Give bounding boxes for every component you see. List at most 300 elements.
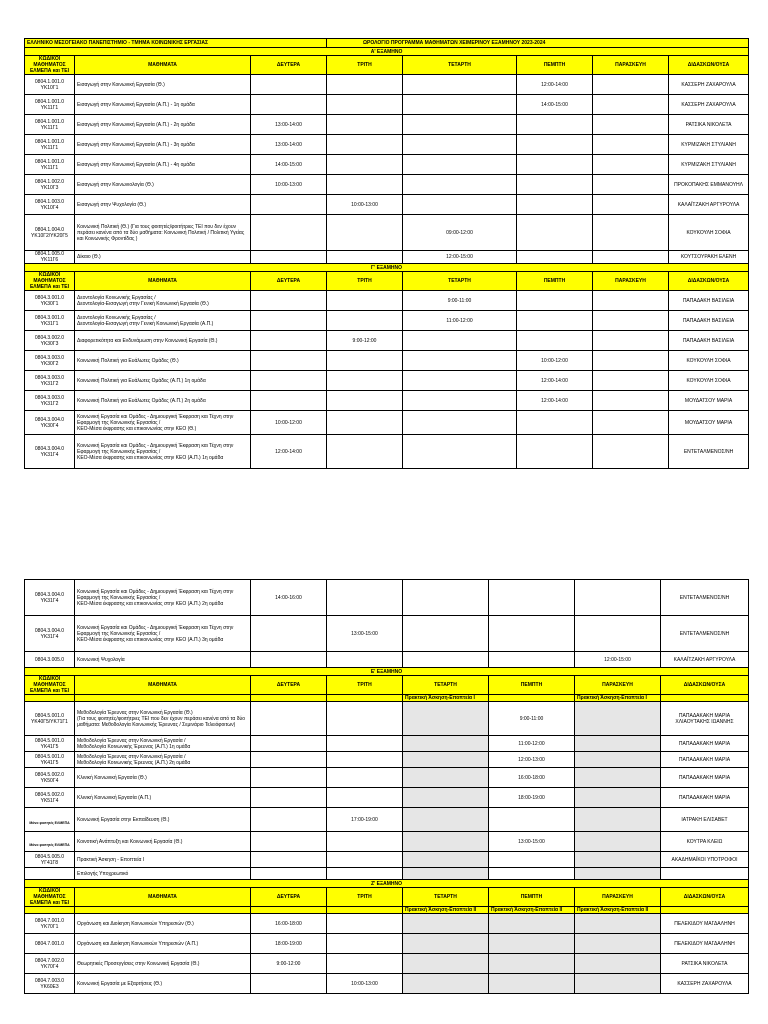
time-fri	[575, 868, 661, 880]
time-tue	[327, 788, 403, 808]
time-thu: 10:00-12:00	[517, 351, 593, 371]
table-row	[25, 291, 749, 311]
practice-empty	[327, 907, 403, 914]
header-thu: ΠΕΜΠΤΗ	[517, 272, 593, 291]
course-name: Επιλογής Υποχρεωτικό	[75, 868, 251, 880]
time-wed	[403, 371, 517, 391]
teacher-name: ΠΑΠΑΔΑΚΑΚΗ ΜΑΡΙΑ	[661, 752, 749, 768]
time-tue	[327, 914, 403, 934]
time-mon	[251, 391, 327, 411]
time-tue: 17:00-19:00	[327, 808, 403, 832]
time-mon	[251, 95, 327, 115]
time-thu	[489, 934, 575, 954]
time-thu	[517, 135, 593, 155]
university-name: ΕΛΛΗΝΙΚΟ ΜΕΣΟΓΕΙΑΚΟ ΠΑΝΕΠΙΣΤΗΜΙΟ - ΤΜΗΜΑ ΚΟΙΝΩΝΙΚΗΣ ΕΡΓΑΣΙΑΣ	[25, 39, 327, 48]
header-teacher: ΔΙΔΑΣΚΩΝ/ΟΥΣΑ	[661, 888, 749, 907]
time-tue: 13:00-15:00	[327, 616, 403, 652]
time-tue	[327, 411, 403, 435]
table-row	[25, 788, 749, 808]
column-header-row	[25, 56, 749, 75]
header-thu: ΠΕΜΠΤΗ	[517, 56, 593, 75]
time-tue: 10:00-13:00	[327, 974, 403, 994]
table-row	[25, 195, 749, 215]
time-mon	[251, 788, 327, 808]
teacher-name: ΠΕΛΕΚΙΔΟΥ ΜΑΓΔΑΛΗΝΗ	[661, 934, 749, 954]
course-code: 0804.1.004.0 ΥΚ10Γ2/ΥΚ20Γ5	[25, 215, 75, 251]
time-wed: 09:00-12:00	[403, 215, 517, 251]
practice-wed: Πρακτική Άσκηση-Εποπτεία ΙΙ	[403, 907, 489, 914]
header-course: ΜΑΘΗΜΑΤΑ	[75, 676, 251, 695]
time-wed	[403, 752, 489, 768]
course-code: 0804.5.005.0 ΥΓ41Γ8	[25, 852, 75, 868]
table-row	[25, 175, 749, 195]
time-mon	[251, 832, 327, 852]
time-thu	[517, 291, 593, 311]
practice-empty	[25, 695, 75, 702]
time-mon	[251, 868, 327, 880]
time-thu	[517, 215, 593, 251]
time-wed	[403, 411, 517, 435]
course-name: Θεωρητικές Προσεγγίσεις στην Κοινωνική Εργασία (Θ.)	[75, 954, 251, 974]
semester-row	[25, 48, 749, 56]
time-fri	[593, 135, 669, 155]
time-fri	[575, 832, 661, 852]
time-mon	[251, 652, 327, 668]
time-thu: 12:00-14:00	[517, 371, 593, 391]
course-name: Μεθοδολογία Έρευνας στην Κοινωνική Εργασία / Μεθοδολογία Κοινωνικής Έρευνας (Α.Π.) 2η ομάδα	[75, 752, 251, 768]
course-name: Οργάνωση και Διοίκηση Κοινωνικών Υπηρεσιών (Θ.)	[75, 914, 251, 934]
time-tue	[327, 435, 403, 469]
course-code: 0804.1.001.0 ΥΚ11Γ1	[25, 155, 75, 175]
time-thu: 11:00-12:00	[489, 736, 575, 752]
course-name: Πρακτική Άσκηση - Εποπτεία Ι	[75, 852, 251, 868]
time-wed	[403, 135, 517, 155]
time-wed	[403, 934, 489, 954]
time-fri	[575, 736, 661, 752]
course-code: 0804.3.003.0 ΥΚ31Γ2	[25, 391, 75, 411]
course-name: Εισαγωγή στην Κοινωνική Εργασία (Α.Π.) - 3η ομάδα	[75, 135, 251, 155]
time-wed	[403, 580, 489, 616]
header-fri: ΠΑΡΑΣΚΕΥΗ	[593, 56, 669, 75]
time-mon	[251, 702, 327, 736]
header-fri: ΠΑΡΑΣΚΕΥΗ	[593, 272, 669, 291]
table-row	[25, 215, 749, 251]
course-name: Δεοντολογία Κοινωνικής Εργασίας / Δεοντολογία-Εισαγωγή στην Γενική Κοινωνική Εργασία (Α.Π.)	[75, 311, 251, 331]
table-row	[25, 411, 749, 435]
teacher-name: ΚΑΣΣΕΡΗ ΖΑΧΑΡΟΥΛΑ	[669, 95, 749, 115]
time-fri	[593, 215, 669, 251]
time-mon	[251, 736, 327, 752]
practice-empty	[327, 695, 403, 702]
header-mon: ΔΕΥΤΕΡΑ	[251, 272, 327, 291]
time-wed	[403, 768, 489, 788]
time-fri	[575, 788, 661, 808]
teacher-name: ΚΟΥΚΟΥΛΗ ΣΟΦΙΑ	[669, 351, 749, 371]
time-tue	[327, 215, 403, 251]
time-mon	[251, 331, 327, 351]
header-code: ΚΩΔΙΚΟΙ ΜΑΘΗΜΑΤΟΣ ΕΛΜΕΠΑ και ΤΕΙ	[25, 676, 75, 695]
time-mon	[251, 752, 327, 768]
time-tue	[327, 934, 403, 954]
time-thu	[517, 115, 593, 135]
course-code: 0804.3.004.0 ΥΚ30Γ4	[25, 411, 75, 435]
time-tue	[327, 175, 403, 195]
table-row	[25, 155, 749, 175]
time-tue	[327, 291, 403, 311]
elmepa-only-note: Μόνο φοιτητές ΕΛΜΕΠΑ	[29, 820, 70, 825]
time-fri: 12:00-15:00	[575, 652, 661, 668]
header-mon: ΔΕΥΤΕΡΑ	[251, 888, 327, 907]
table-row	[25, 75, 749, 95]
table-row	[25, 251, 749, 264]
teacher-name: ΑΚΑΔΗΜΑΪΚΟΙ ΥΠΟΤΡΟΦΟΙ	[661, 852, 749, 868]
time-mon	[251, 75, 327, 95]
time-mon: 16:00-18:00	[251, 914, 327, 934]
table-row	[25, 954, 749, 974]
header-tue: ΤΡΙΤΗ	[327, 888, 403, 907]
course-code: 0804.3.002.0 ΥΚ30Γ3	[25, 331, 75, 351]
time-wed	[403, 808, 489, 832]
time-fri	[593, 411, 669, 435]
time-mon	[251, 616, 327, 652]
course-name: Κοινωνική Εργασία και Ομάδες - Δημιουργική Έκφραση και Τέχνη στην Εφαρμογή της Κοινωνικής Εργασίας / ΚΕΟ-Μέσα έκφρασης και επικοινωνίας στην ΚΕΟ (Α.Π.) 2η ομάδα	[75, 580, 251, 616]
time-mon	[251, 195, 327, 215]
course-code: 0804.3.003.0 ΥΚ31Γ2	[25, 371, 75, 391]
time-wed	[403, 331, 517, 351]
time-thu: 13:00-15:00	[489, 832, 575, 852]
time-wed	[403, 75, 517, 95]
course-name: Κοινωνική Πολιτική για Ευάλωτες Ομάδες (Α.Π.) 2η ομάδα	[75, 391, 251, 411]
time-tue	[327, 768, 403, 788]
teacher-name: ΕΝΤΕΤΑΛΜΕΝΟΣ/ΝΗ	[669, 435, 749, 469]
teacher-name	[661, 868, 749, 880]
time-wed	[403, 155, 517, 175]
table-row	[25, 652, 749, 668]
teacher-name: ΚΥΡΜΙΖΑΚΗ ΣΤΥΛΙΑΝΗ	[669, 155, 749, 175]
practice-empty	[251, 907, 327, 914]
time-fri	[575, 934, 661, 954]
time-wed: 9:00-11:00	[403, 291, 517, 311]
course-name: Εισαγωγή στην Κοινωνιολογία (Θ.)	[75, 175, 251, 195]
column-header-row	[25, 272, 749, 291]
course-code: 0804.1.005.0 ΥΚ11Γ6	[25, 251, 75, 264]
time-thu	[489, 808, 575, 832]
time-wed: 11:00-12:00	[403, 311, 517, 331]
time-thu: 18:00-19:00	[489, 788, 575, 808]
time-wed	[403, 974, 489, 994]
course-name: Μεθοδολογία Έρευνας στην Κοινωνική Εργασία / Μεθοδολογία Κοινωνικής Έρευνας (Α.Π.) 1η ομάδα	[75, 736, 251, 752]
time-mon: 10:00-12:00	[251, 411, 327, 435]
time-mon	[251, 251, 327, 264]
teacher-name: ΠΑΠΑΔΑΚΗ ΒΑΣΙΛΕΙΑ	[669, 291, 749, 311]
course-name: Κοινωνική Εργασία και Ομάδες - Δημιουργική Έκφραση και Τέχνη στην Εφαρμογή της Κοινωνικής Εργασίας / ΚΕΟ-Μέσα έκφρασης και επικοινωνίας στην ΚΕΟ (Α.Π.) 3η ομάδα	[75, 616, 251, 652]
time-tue	[327, 736, 403, 752]
time-thu: 12:00-13:00	[489, 752, 575, 768]
practice-fri: Πρακτική Άσκηση-Εποπτεία Ι	[575, 695, 661, 702]
teacher-name: ΚΟΥΤΡΑ ΚΛΕΙΩ	[661, 832, 749, 852]
time-wed	[403, 868, 489, 880]
time-wed	[403, 435, 517, 469]
time-fri	[575, 808, 661, 832]
course-code: 0804.1.003.0 ΥΚ10Γ4	[25, 195, 75, 215]
time-fri	[575, 852, 661, 868]
time-thu	[489, 914, 575, 934]
time-wed: 12:00-15:00	[403, 251, 517, 264]
semester-title: Α' ΕΞΑΜΗΝΟ	[25, 48, 749, 56]
time-mon	[251, 852, 327, 868]
time-mon	[251, 974, 327, 994]
table-row	[25, 351, 749, 371]
table-row	[25, 95, 749, 115]
course-code: 0804.7.003.0 ΥΚ60Ε3	[25, 974, 75, 994]
time-tue	[327, 652, 403, 668]
time-tue	[327, 832, 403, 852]
time-tue: 10:00-13:00	[327, 195, 403, 215]
teacher-name: ΡΑΤΣΙΚΑ ΝΙΚΟΛΕΤΑ	[669, 115, 749, 135]
time-tue	[327, 135, 403, 155]
time-wed	[403, 914, 489, 934]
practice-empty	[75, 695, 251, 702]
course-code: 0804.3.001.0 ΥΚ31Γ1	[25, 311, 75, 331]
time-fri	[593, 331, 669, 351]
header-teacher: ΔΙΔΑΣΚΩΝ/ΟΥΣΑ	[669, 272, 749, 291]
time-thu	[489, 852, 575, 868]
time-wed	[403, 391, 517, 411]
practice-empty	[25, 907, 75, 914]
header-tue: ΤΡΙΤΗ	[327, 272, 403, 291]
semester-row	[25, 880, 749, 888]
time-fri	[593, 75, 669, 95]
time-fri	[593, 115, 669, 135]
time-thu	[489, 580, 575, 616]
course-code	[25, 808, 75, 832]
time-fri	[575, 954, 661, 974]
time-tue	[327, 852, 403, 868]
schedule-title: ΩΡΟΛΟΓΙΟ ΠΡΟΓΡΑΜΜΑ ΜΑΘΗΜΑΤΩΝ ΧΕΙΜΕΡΙΝΟΥ ΕΞΑΜΗΝΟΥ 2023-2024	[327, 39, 749, 48]
teacher-name: ΕΝΤΕΤΑΛΜΕΝΟΣ/ΝΗ	[661, 580, 749, 616]
time-mon: 13:00-14:00	[251, 115, 327, 135]
course-code	[25, 868, 75, 880]
table-row	[25, 736, 749, 752]
time-mon: 13:00-14:00	[251, 135, 327, 155]
course-code: 0804.7.001.0	[25, 934, 75, 954]
teacher-name: ΚΟΥΚΟΥΛΗ ΣΟΦΙΑ	[669, 215, 749, 251]
column-header-row	[25, 676, 749, 695]
time-wed	[403, 115, 517, 135]
course-code: 0804.1.001.0 ΥΚ11Γ1	[25, 115, 75, 135]
time-tue	[327, 391, 403, 411]
practice-row	[25, 907, 749, 914]
header-thu: ΠΕΜΠΤΗ	[489, 888, 575, 907]
course-name: Οργάνωση και Διοίκηση Κοινωνικών Υπηρεσιών (Α.Π.)	[75, 934, 251, 954]
header-thu: ΠΕΜΠΤΗ	[489, 676, 575, 695]
time-fri	[593, 311, 669, 331]
table-row	[25, 331, 749, 351]
semester-title: Ε' ΕΞΑΜΗΝΟ	[25, 668, 749, 676]
course-name: Κοινωνική Πολιτική για Ευάλωτες Ομάδες (Θ.)	[75, 351, 251, 371]
practice-empty	[75, 907, 251, 914]
time-wed	[403, 95, 517, 115]
course-name: Εισαγωγή στην Κοινωνική Εργασία (Α.Π.) - 4η ομάδα	[75, 155, 251, 175]
semester-row	[25, 668, 749, 676]
teacher-name: ΜΟΥΔΑΤΣΟΥ ΜΑΡΙΑ	[669, 411, 749, 435]
time-wed	[403, 616, 489, 652]
teacher-name: ΜΟΥΔΑΤΣΟΥ ΜΑΡΙΑ	[669, 391, 749, 411]
course-code: 0804.1.001.0 ΥΚ11Γ1	[25, 95, 75, 115]
course-name: Εισαγωγή στην Κοινωνική Εργασία (Α.Π.) - 1η ομάδα	[75, 95, 251, 115]
semester-title: Γ' ΕΞΑΜΗΝΟ	[25, 264, 749, 272]
time-thu	[489, 974, 575, 994]
course-code	[25, 832, 75, 852]
time-mon	[251, 215, 327, 251]
teacher-name: ΠΑΠΑΔΑΚΗ ΒΑΣΙΛΕΙΑ	[669, 331, 749, 351]
header-code: ΚΩΔΙΚΟΙ ΜΑΘΗΜΑΤΟΣ ΕΛΜΕΠΑ και ΤΕΙ	[25, 888, 75, 907]
time-mon: 14:00-15:00	[251, 155, 327, 175]
table-row	[25, 616, 749, 652]
header-wed: ΤΕΤΑΡΤΗ	[403, 272, 517, 291]
time-fri	[575, 768, 661, 788]
time-fri	[593, 435, 669, 469]
time-mon: 14:00-16:00	[251, 580, 327, 616]
table-row	[25, 391, 749, 411]
header-fri: ΠΑΡΑΣΚΕΥΗ	[575, 888, 661, 907]
semester-row	[25, 264, 749, 272]
teacher-name: ΚΑΛΑΪΤΖΑΚΗ ΑΡΓΥΡΟΥΛΑ	[661, 652, 749, 668]
time-thu: 9:00-11:00	[489, 702, 575, 736]
teacher-name: ΠΑΠΑΔΑΚΑΚΗ ΜΑΡΙΑ	[661, 736, 749, 752]
time-tue	[327, 351, 403, 371]
table-row	[25, 852, 749, 868]
course-code: 0804.3.004.0 ΥΚ31Γ4	[25, 616, 75, 652]
practice-thu: Πρακτική Άσκηση-Εποπτεία ΙΙ	[489, 907, 575, 914]
schedule-table-page-2	[24, 579, 749, 994]
course-code: 0804.1.001.0 ΥΚ11Γ1	[25, 135, 75, 155]
teacher-name: ΚΥΡΜΙΖΑΚΗ ΣΤΥΛΙΑΝΗ	[669, 135, 749, 155]
time-mon	[251, 371, 327, 391]
time-wed	[403, 652, 489, 668]
practice-fri: Πρακτική Άσκηση-Εποπτεία ΙΙ	[575, 907, 661, 914]
table-row	[25, 808, 749, 832]
time-tue	[327, 311, 403, 331]
time-thu	[517, 331, 593, 351]
time-fri	[575, 580, 661, 616]
course-name: Κοινωνική Πολιτική (Θ.) (Για τους φοιτητές/φοιτήτριες ΤΕΙ που δεν έχουν περάσει κανένα από τα δύο μαθήματα: Κοινωνική Πολιτική / Πολιτική Υγείας και Κοινωνικής Φροντίδας )	[75, 215, 251, 251]
course-name: Εισαγωγή στην Κοινωνική Εργασία (Α.Π.) - 2η ομάδα	[75, 115, 251, 135]
teacher-name: ΚΑΣΣΕΡΗ ΖΑΧΑΡΟΥΛΑ	[669, 75, 749, 95]
time-thu	[517, 311, 593, 331]
time-wed	[403, 788, 489, 808]
course-code: 0804.5.001.0 ΥΚ40Γ5/ΥΚ71Γ1	[25, 702, 75, 736]
course-code: 0804.7.002.0 ΥΚ70Γ4	[25, 954, 75, 974]
table-row	[25, 868, 749, 880]
teacher-name: ΙΑΤΡΑΚΗ ΕΛΙΣΑΒΕΤ	[661, 808, 749, 832]
time-fri	[593, 175, 669, 195]
teacher-name: ΚΑΣΣΕΡΗ ΖΑΧΑΡΟΥΛΑ	[661, 974, 749, 994]
course-code: 0804.3.004.0 ΥΚ31Γ4	[25, 580, 75, 616]
teacher-name: ΠΕΛΕΚΙΔΟΥ ΜΑΓΔΑΛΗΝΗ	[661, 914, 749, 934]
time-tue	[327, 95, 403, 115]
header-wed: ΤΕΤΑΡΤΗ	[403, 888, 489, 907]
time-tue	[327, 868, 403, 880]
header-mon: ΔΕΥΤΕΡΑ	[251, 56, 327, 75]
time-wed	[403, 852, 489, 868]
course-name: Κοινωνική Εργασία και Ομάδες - Δημιουργική Έκφραση και Τέχνη στην Εφαρμογή της Κοινωνικής Εργασίας / ΚΕΟ-Μέσα έκφρασης και επικοινωνίας στην ΚΕΟ (Α.Π.) 1η ομάδα	[75, 435, 251, 469]
time-tue	[327, 954, 403, 974]
course-name: Κλινική Κοινωνική Εργασία (Θ.)	[75, 768, 251, 788]
course-code: 0804.5.002.0 ΥΚ51Γ4	[25, 788, 75, 808]
header-course: ΜΑΘΗΜΑΤΑ	[75, 272, 251, 291]
header-mon: ΔΕΥΤΕΡΑ	[251, 676, 327, 695]
table-row	[25, 974, 749, 994]
time-tue	[327, 155, 403, 175]
time-thu: 16:00-18:00	[489, 768, 575, 788]
time-fri	[593, 291, 669, 311]
course-name: Κοινοτική Ανάπτυξη και Κοινωνική Εργασία (Θ.)	[75, 832, 251, 852]
time-wed	[403, 195, 517, 215]
teacher-name: ΠΑΠΑΔΑΚΑΚΗ ΜΑΡΙΑ	[661, 788, 749, 808]
teacher-name: ΠΑΠΑΔΑΚΗ ΒΑΣΙΛΕΙΑ	[669, 311, 749, 331]
time-fri	[575, 752, 661, 768]
header-tue: ΤΡΙΤΗ	[327, 56, 403, 75]
table-row	[25, 371, 749, 391]
course-code: 0804.3.005.0	[25, 652, 75, 668]
table-row	[25, 934, 749, 954]
table-row	[25, 702, 749, 736]
practice-empty	[251, 695, 327, 702]
course-name: Διαφορετικότητα και Ενδυνάμωση στην Κοινωνική Εργασία (Θ.)	[75, 331, 251, 351]
time-thu	[489, 954, 575, 974]
course-name: Κλινική Κοινωνική Εργασία (Α.Π.)	[75, 788, 251, 808]
course-name: Κοινωνική Εργασία με Εξαρτήσεις (Θ.)	[75, 974, 251, 994]
time-wed	[403, 954, 489, 974]
table-row	[25, 832, 749, 852]
header-code: ΚΩΔΙΚΟΙ ΜΑΘΗΜΑΤΟΣ ΕΛΜΕΠΑ και ΤΕΙ	[25, 56, 75, 75]
course-code: 0804.3.001.0 ΥΚ30Γ1	[25, 291, 75, 311]
course-name: Κοινωνική Ψυχολογία	[75, 652, 251, 668]
time-tue	[327, 115, 403, 135]
time-wed	[403, 736, 489, 752]
header-course: ΜΑΘΗΜΑΤΑ	[75, 56, 251, 75]
teacher-name: ΡΑΤΣΙΚΑ ΝΙΚΟΛΕΤΑ	[661, 954, 749, 974]
time-mon: 10:00-13:00	[251, 175, 327, 195]
time-mon	[251, 291, 327, 311]
table-row	[25, 115, 749, 135]
time-wed	[403, 351, 517, 371]
time-thu: 12:00-14:00	[517, 75, 593, 95]
time-fri	[593, 155, 669, 175]
time-mon	[251, 311, 327, 331]
time-wed	[403, 832, 489, 852]
elmepa-only-note: Μόνο φοιτητές ΕΛΜΕΠΑ	[29, 842, 70, 847]
teacher-name: ΚΑΛΑΪΤΖΑΚΗ ΑΡΓΥΡΟΥΛΑ	[669, 195, 749, 215]
time-mon	[251, 351, 327, 371]
time-thu	[489, 616, 575, 652]
header-teacher: ΔΙΔΑΣΚΩΝ/ΟΥΣΑ	[669, 56, 749, 75]
practice-row	[25, 695, 749, 702]
time-thu	[489, 868, 575, 880]
course-code: 0804.1.002.0 ΥΚ10Γ3	[25, 175, 75, 195]
course-code: 0804.3.004.0 ΥΚ31Γ4	[25, 435, 75, 469]
course-code: 0804.7.001.0 ΥΚ70Γ1	[25, 914, 75, 934]
course-name: Δεοντολογία Κοινωνικής Εργασίας / Δεοντολογία-Εισαγωγή στην Γενική Κοινωνική Εργασία (Θ.)	[75, 291, 251, 311]
course-code: 0804.5.001.0 ΥΚ41Γ5	[25, 752, 75, 768]
time-fri	[593, 351, 669, 371]
schedule-table-page-1	[24, 38, 749, 469]
time-thu	[517, 175, 593, 195]
time-tue	[327, 75, 403, 95]
teacher-name: ΚΟΥΚΟΥΛΗ ΣΟΦΙΑ	[669, 371, 749, 391]
time-thu	[489, 652, 575, 668]
